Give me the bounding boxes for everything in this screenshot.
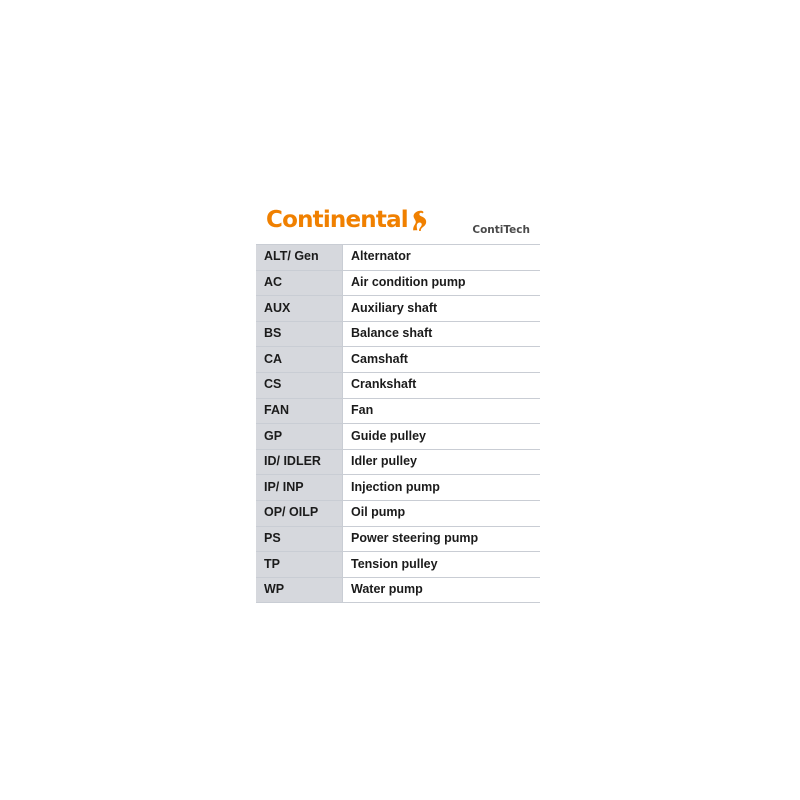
abbreviation-description: Tension pulley: [343, 552, 541, 578]
abbreviation-code: GP: [256, 424, 343, 450]
abbreviation-code: BS: [256, 321, 343, 347]
table-row: [256, 372, 540, 398]
abbreviation-code: AC: [256, 270, 343, 296]
abbreviation-code: OP/ OILP: [256, 500, 343, 526]
subbrand-label: ContiTech: [472, 224, 530, 236]
abbreviation-description: Balance shaft: [343, 321, 541, 347]
abbreviation-legend-card: [256, 196, 540, 603]
table-row: [256, 347, 540, 373]
table-body: [256, 245, 540, 603]
abbreviation-code: ID/ IDLER: [256, 449, 343, 475]
abbreviation-description: Idler pulley: [343, 449, 541, 475]
abbreviation-code: ALT/ Gen: [256, 245, 343, 271]
abbreviation-code: AUX: [256, 296, 343, 322]
abbreviation-description: Air condition pump: [343, 270, 541, 296]
abbreviation-description: Crankshaft: [343, 372, 541, 398]
abbreviation-code: FAN: [256, 398, 343, 424]
horse-icon: [411, 209, 429, 231]
table-row: [256, 500, 540, 526]
abbreviation-code: PS: [256, 526, 343, 552]
abbreviation-description: Guide pulley: [343, 424, 541, 450]
abbreviation-description: Auxiliary shaft: [343, 296, 541, 322]
abbreviation-code: CS: [256, 372, 343, 398]
brand-header: [256, 196, 540, 244]
abbreviation-description: Water pump: [343, 577, 541, 603]
abbreviation-code: WP: [256, 577, 343, 603]
continental-logo: [266, 206, 429, 233]
abbreviation-code: IP/ INP: [256, 475, 343, 501]
abbreviation-description: Injection pump: [343, 475, 541, 501]
brand-wordmark: Continental: [266, 206, 408, 233]
abbreviation-description: Oil pump: [343, 500, 541, 526]
abbreviation-table: [256, 244, 540, 603]
table-row: [256, 526, 540, 552]
table-row: [256, 398, 540, 424]
table-row: [256, 449, 540, 475]
abbreviation-description: Power steering pump: [343, 526, 541, 552]
table-row: [256, 475, 540, 501]
abbreviation-code: CA: [256, 347, 343, 373]
table-row: [256, 577, 540, 603]
abbreviation-code: TP: [256, 552, 343, 578]
abbreviation-description: Camshaft: [343, 347, 541, 373]
abbreviation-description: Fan: [343, 398, 541, 424]
table-row: [256, 245, 540, 271]
table-row: [256, 424, 540, 450]
table-row: [256, 552, 540, 578]
table-row: [256, 296, 540, 322]
table-row: [256, 270, 540, 296]
abbreviation-description: Alternator: [343, 245, 541, 271]
table-row: [256, 321, 540, 347]
